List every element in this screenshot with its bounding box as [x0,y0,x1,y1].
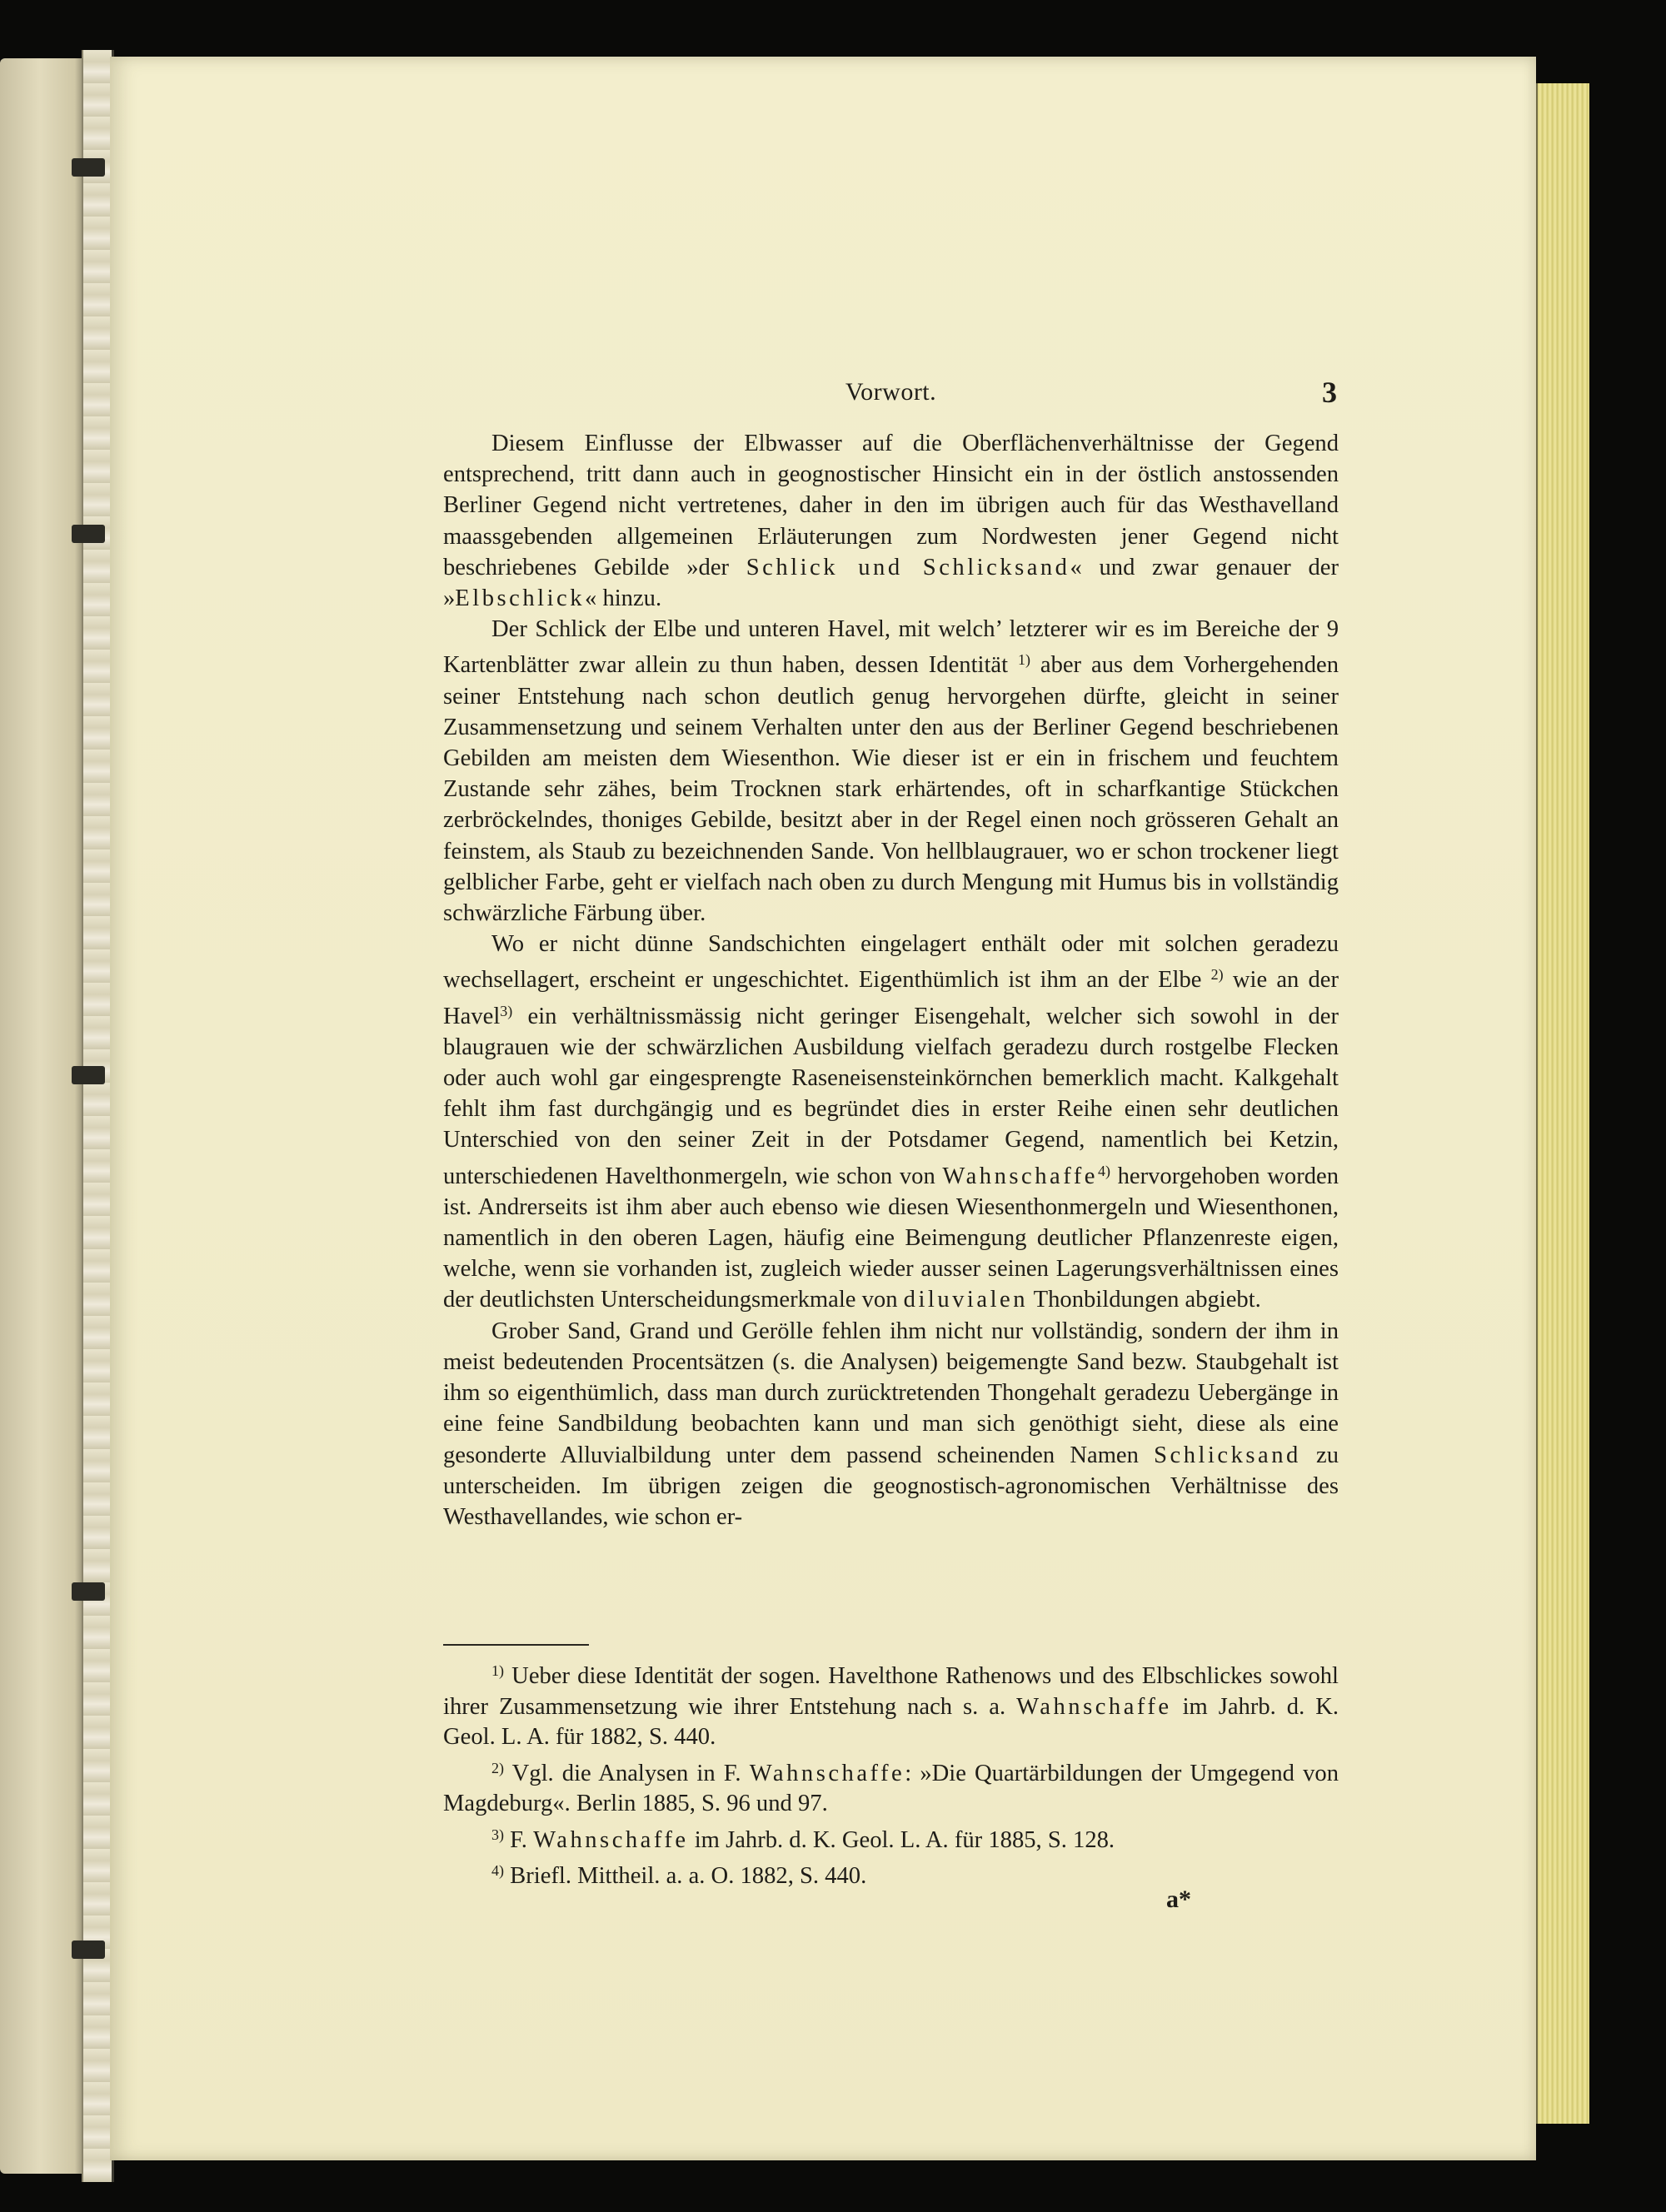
running-title: Vorwort. [845,378,937,406]
spaced-name: Elbschlick [455,585,585,612]
book-page [110,57,1536,2160]
footnote [443,1856,1339,1892]
footnote-mark: 4) [491,1862,504,1879]
text-run: wie an der Havel [443,967,1339,1029]
footnote-mark: 3) [491,1826,504,1843]
paragraph [443,614,1339,929]
text-run: Briefl. Mittheil. a. a. O. 1882, S. 440. [510,1863,867,1889]
text-run: im Jahrb. d. K. Geol. L. A. für 1885, S. 128. [688,1826,1115,1853]
text-run: Thonbildungen abgiebt. [1028,1287,1261,1313]
paragraph [443,1316,1339,1532]
binding-stitch [72,1582,105,1601]
text-run: Diesem Einflusse der Elbwasser auf die Oberflächenverhältnisse der Gegend entsprechend, tritt dann auch in geognostischer Hinsicht ein in der östlich anstossenden Berliner Gegend nicht vertretenes, daher in den im übrigen auch für das Westhavelland maassgebenden allgemeinen Erläuterungen zum Nordwesten jener Gegend nicht beschriebenes Gebilde »der [443,431,1339,580]
text-run: Grober Sand, Grand und Gerölle fehlen ihm nicht nur vollständig, sondern der ihm in meist bedeutenden Procentsätzen (s. die Analysen) beigemengte Sand bezw. Staubgehalt ist ihm so eigenthümlich, dass man durch zurücktretenden Thongehalt geradezu Uebergänge in eine feine Sandbildung beobachten kann und man sich genöthigt sieht, diese als eine gesonderte Alluvialbildung unter dem passend scheinenden Namen [443,1318,1339,1468]
spaced-name: Schlicksand [1154,1442,1301,1468]
text-run: : »Die Quartärbildungen der Umgegend von Magdeburg«. Berlin 1885, S. 96 und 97. [443,1760,1339,1816]
footnote-reference: 2) [1210,966,1224,984]
text-run: im Jahrb. d. K. Geol. L. A. für 1882, S. 440. [443,1693,1339,1750]
footnote-reference: 3) [500,1002,513,1019]
binding-stitch [72,158,105,177]
footnote [443,1753,1339,1820]
running-head [443,378,1339,415]
text-run: hervorgehoben worden ist. Andrerseits ist ihm aber auch ebenso wie diesen Wiesenthonmergeln und Wiesenthonen, namentlich in den oberen Lagen, häufig eine Beimengung deutlicher Pflanzenreste eigen, welche, wenn sie vorhanden ist, zugleich wieder ausser seinen Lagerungsverhältnissen eines der deutlichsten Unterscheidungsmerkmale von [443,1163,1339,1313]
body-text [443,428,1339,1532]
text-run: F. [510,1826,534,1853]
spaced-name: Wahnschaffe [942,1163,1098,1189]
spaced-name: diluvialen [903,1287,1029,1313]
book-fore-edge [1536,83,1589,2124]
footnote-rule [443,1644,589,1646]
footnote [443,1820,1339,1856]
footnote-reference: 1) [1017,651,1030,669]
footnotes [443,1656,1339,1892]
text-run: ein verhältnissmässig nicht geringer Eisengehalt, welcher sich sowohl in der blaugrauen wie der schwärzlichen Ausbildung vielfach geradezu durch rostgelbe Flecken oder auch wohl gar eingesprengte Raseneisensteinkörnchen bemerklich macht. Kalkgehalt fehlt ihm fast durchgängig und es begründet dies in erster Reihe einen sehr deutlichen Unterschied von den seiner Zeit in der Potsdamer Gegend, namentlich bei Ketzin, unterschiedenen Havelthonmergeln, wie schon von [443,1003,1339,1189]
spaced-name: Schlick und Schlicksand [746,554,1070,580]
text-run: aber aus dem Vorhergehenden seiner Entstehung nach schon deutlich genug hervorgehen dürfte, gleicht in seiner Zusammensetzung und seinem Verhalten unter den aus der Berliner Gegend beschriebenen Gebilden am meisten dem Wiesenthon. Wie dieser ist er ein in frischem und feuchtem Zustande sehr zähes, beim Trocknen stark erhärtendes, oft in scharfkantige Stückchen zerbröckelndes, thoniges Gebilde, besitzt aber in der Regel einen noch grösseren Gehalt an feinstem, als Staub zu bezeichnenden Sande. Von hellblaugrauer, wo er schon trockener liegt gelblicher Farbe, geht er vielfach nach oben zu durch Mengung mit Humus bis in vollständig schwärzliche Färbung über. [443,652,1339,927]
text-run: « hinzu. [585,585,662,612]
binding-stitch [72,1940,105,1959]
spaced-name: Wahnschaffe [749,1760,905,1786]
spaced-name: Wahnschaffe [533,1826,689,1853]
binding-stitch [72,525,105,543]
footnote-reference: 4) [1097,1162,1110,1179]
page-number: 3 [1322,376,1337,409]
footnote-mark: 1) [491,1662,504,1679]
text-run: Der Schlick der Elbe und unteren Havel, mit welch’ letzterer wir es im Bereiche der 9 Kartenblätter zwar allein zu thun haben, dessen Identität [443,616,1339,679]
paragraph [443,929,1339,1315]
paragraph [443,428,1339,614]
spaced-name: Wahnschaffe [1016,1693,1172,1720]
text-run: Wo er nicht dünne Sandschichten eingelagert enthält oder mit solchen geradezu wechsellagert, erscheint er ungeschichtet. Eigenthümlich ist ihm an der Elbe [443,931,1339,994]
text-run: Vgl. die Analysen in F. [511,1760,750,1786]
binding-stitch [72,1066,105,1084]
signature-mark: a* [1166,1886,1191,1913]
footnote-mark: 2) [491,1759,504,1776]
text-run: zu unterscheiden. Im übrigen zeigen die geognostisch-agronomischen Verhältnisse des Westhavellandes, wie schon er- [443,1442,1339,1530]
text-run: Ueber diese Identität der sogen. Havelthone Rathenows und des Elbschlickes sowohl ihrer Zusammensetzung wie ihrer Entstehung nach s. a. [443,1663,1339,1720]
text-run: « und zwar genauer der » [443,554,1339,612]
footnote [443,1656,1339,1753]
